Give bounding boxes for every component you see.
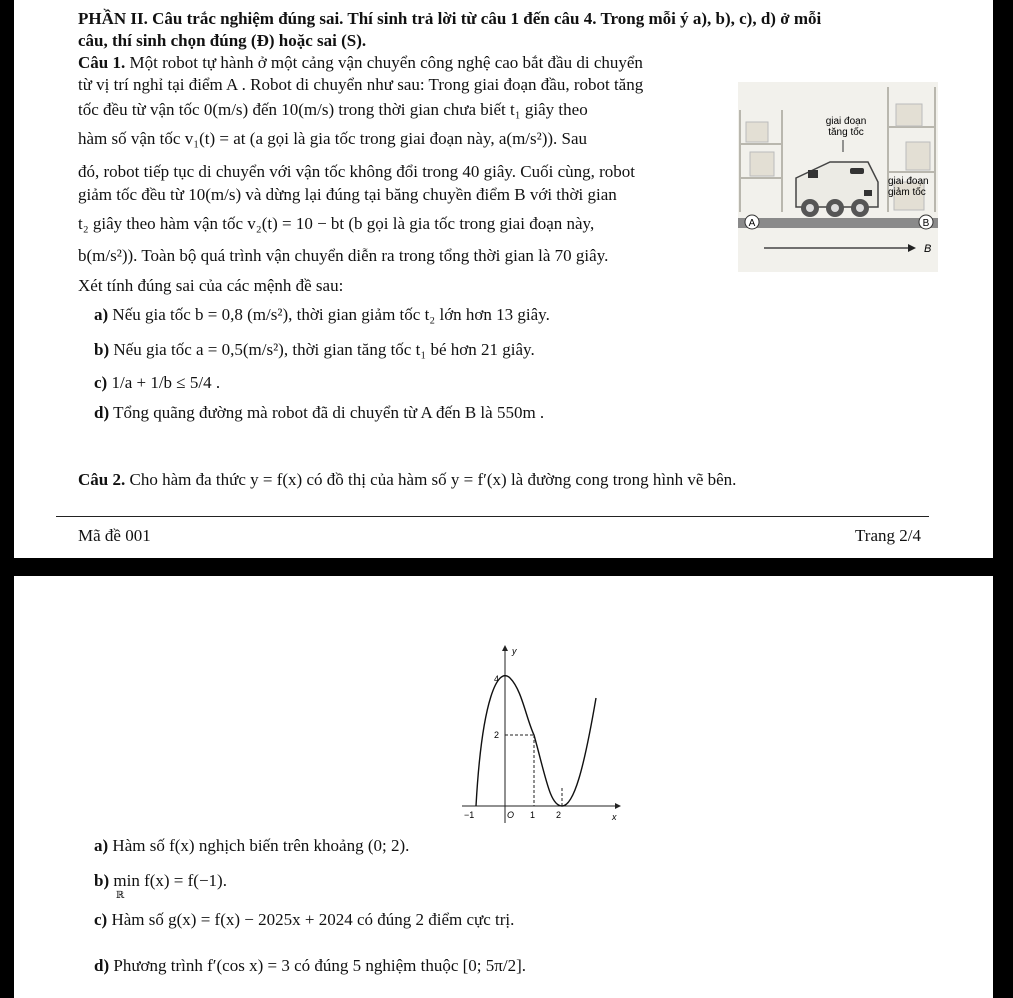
- point-a-label: A: [748, 218, 756, 229]
- q1-line-4: đó, robot tiếp tục di chuyển với vận tốc không đổi trong 40 giây. Cuối cùng, robot: [78, 162, 635, 181]
- tick-4: 4: [494, 674, 500, 684]
- tick-2-x: 2: [556, 810, 562, 820]
- q1-line-0: Câu 1. Một robot tự hành ở một cảng vận chuyển công nghệ cao bắt đầu di chuyển: [78, 53, 643, 72]
- tick-origin: O: [507, 810, 515, 820]
- box-icon: [750, 152, 774, 176]
- q2-min-subscript: ℝ: [116, 890, 125, 901]
- q1-line-8: Xét tính đúng sai của các mệnh đề sau:: [78, 276, 344, 295]
- q2-option-a: a) Hàm số f(x) nghịch biến trên khoảng (0; 2).: [94, 836, 410, 855]
- q2-option-b: b) min f(x) = f(−1).: [94, 871, 227, 890]
- curve-f-prime: [476, 676, 596, 806]
- x-axis-label: x: [612, 812, 617, 822]
- point-b-label: B: [922, 218, 930, 229]
- q1-title: Câu 1.: [78, 53, 126, 72]
- section-header-line1: PHẦN II. Câu trắc nghiệm đúng sai. Thí sinh trả lời từ câu 1 đến câu 4. Trong mỗi ý a), b), c), d) ở mỗi: [78, 9, 822, 28]
- track: [738, 218, 938, 228]
- q1-option-a: a) Nếu gia tốc b = 0,8 (m/s²), thời gian giảm tốc t₂ lớn hơn 13 giây.: [94, 305, 550, 324]
- q1-option-d: d) Tổng quãng đường mà robot đã di chuyển từ A đến B là 550m .: [94, 403, 545, 422]
- q1-line-7: b(m/s²)). Toàn bộ quá trình vận chuyển diễn ra trong tổng thời gian là 70 giây.: [78, 246, 609, 265]
- label-accel: giai đoạn: [825, 116, 867, 127]
- footer-page: Trang 2/4: [855, 526, 921, 545]
- label-decel: giai đoạn: [888, 176, 929, 187]
- section-header-line2: câu, thí sinh chọn đúng (Đ) hoặc sai (S).: [78, 31, 367, 50]
- q1-line-1: từ vị trí nghỉ tại điểm A . Robot di chuyển như sau: Trong giai đoạn đầu, robot tăng: [78, 75, 644, 94]
- tick-1: 1: [530, 810, 536, 820]
- box-icon: [746, 122, 768, 142]
- q2-option-d: d) Phương trình f′(cos x) = 3 có đúng 5 nghiệm thuộc [0; 5π/2].: [94, 956, 526, 975]
- q2-option-c: c) Hàm số g(x) = f(x) − 2025x + 2024 có đúng 2 điểm cực trị.: [94, 910, 515, 929]
- label-accel-2: tăng tốc: [828, 127, 864, 138]
- footer-divider: [56, 516, 929, 517]
- q1-line-2: tốc đều từ vận tốc 0(m/s) đến 10(m/s) trong thời gian chưa biết t₁ giây theo: [78, 100, 588, 119]
- robot-figure: [738, 82, 938, 272]
- arrow-label: B: [924, 243, 932, 255]
- y-axis-label: y: [512, 646, 517, 656]
- q1-line-5: giảm tốc đều từ 10(m/s) và dừng lại đúng tại băng chuyền điểm B với thời gian: [78, 185, 617, 204]
- footer-code: Mã đề 001: [78, 526, 151, 545]
- tick-2: 2: [494, 730, 500, 740]
- box-icon: [896, 104, 922, 126]
- q1-line-6: t₂ giây theo hàm vận tốc v₂(t) = 10 − bt (b gọi là gia tốc trong giai đoạn này,: [78, 214, 595, 233]
- derivative-graph: [450, 638, 630, 828]
- tick-minus-1: −1: [464, 810, 475, 820]
- q1-line-3: hàm số vận tốc v₁(t) = at (a gọi là gia tốc trong giai đoạn này, a(m/s²)). Sau: [78, 129, 588, 148]
- box-icon: [906, 142, 930, 170]
- q1-option-c: c) 1/a + 1/b ≤ 5/4 .: [94, 373, 221, 392]
- robot-icon: [796, 162, 878, 217]
- q2-title: Câu 2.: [78, 470, 126, 489]
- q2-intro: Câu 2. Cho hàm đa thức y = f(x) có đồ thị của hàm số y = f′(x) là đường cong trong hình vẽ bên.: [78, 470, 737, 489]
- q1-option-b: b) Nếu gia tốc a = 0,5(m/s²), thời gian tăng tốc t₁ bé hơn 21 giây.: [94, 340, 535, 359]
- label-decel-2: giảm tốc: [888, 187, 926, 198]
